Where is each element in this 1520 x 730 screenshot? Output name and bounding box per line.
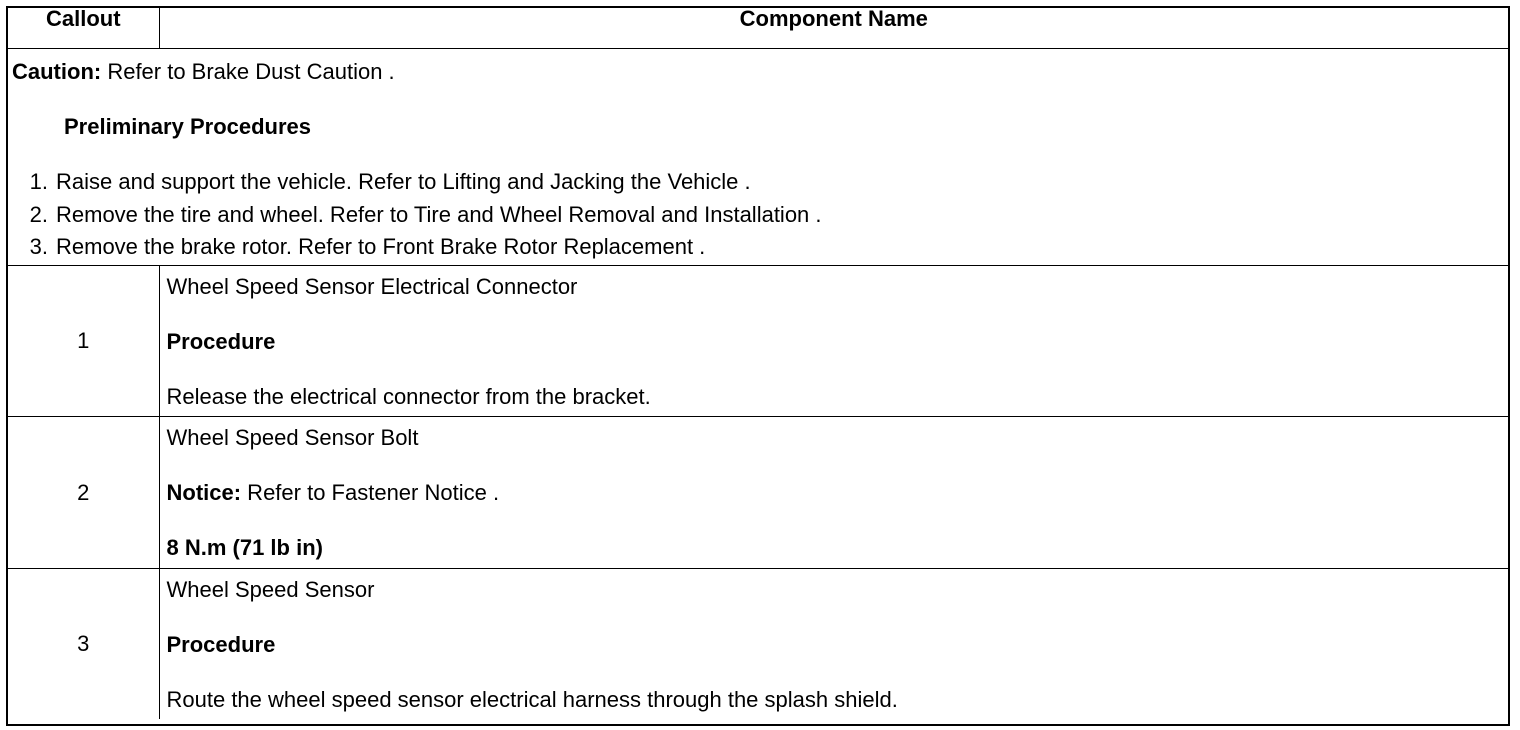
preliminary-title: Preliminary Procedures xyxy=(64,114,312,139)
procedure-text: Route the wheel speed sensor electrical harness through the splash shield. xyxy=(166,687,898,712)
header-component-name: Component Name xyxy=(159,8,1508,49)
component-name: Wheel Speed Sensor Electrical Connector xyxy=(166,274,578,299)
callout-number: 1 xyxy=(8,266,159,417)
table-header-row xyxy=(8,8,1508,49)
preliminary-cell xyxy=(8,49,1508,266)
preliminary-step xyxy=(8,236,822,269)
notice-note xyxy=(167,482,500,504)
step-number: 3. xyxy=(29,234,48,259)
component-name: Wheel Speed Sensor xyxy=(166,577,375,602)
notice-link-text[interactable]: Refer to Fastener Notice . xyxy=(241,480,500,505)
preliminary-step xyxy=(8,201,822,237)
procedure-table xyxy=(8,8,1508,719)
callout-number: 2 xyxy=(8,417,159,569)
component-name: Wheel Speed Sensor Bolt xyxy=(166,425,419,450)
procedure-heading: Procedure xyxy=(166,329,276,354)
table-row xyxy=(8,266,1508,417)
preliminary-steps xyxy=(8,171,822,269)
preliminary-step xyxy=(8,171,822,204)
table-row xyxy=(8,569,1508,720)
caution-note xyxy=(12,61,395,83)
table-row xyxy=(8,417,1508,569)
procedure-heading: Procedure xyxy=(166,632,276,657)
procedure-table-frame xyxy=(6,6,1510,726)
component-cell xyxy=(159,266,1508,417)
step-text[interactable]: Remove the brake rotor. Refer to Front Brake Rotor Replacement . xyxy=(56,234,706,259)
step-text[interactable]: Remove the tire and wheel. Refer to Tire and Wheel Removal and Installation . xyxy=(56,201,822,227)
header-callout: Callout xyxy=(8,8,159,49)
component-cell xyxy=(159,417,1508,569)
caution-label: Caution: xyxy=(12,59,102,84)
step-text[interactable]: Raise and support the vehicle. Refer to Lifting and Jacking the Vehicle . xyxy=(56,169,751,194)
step-number: 1. xyxy=(29,169,48,194)
notice-label: Notice: xyxy=(166,480,242,505)
step-number: 2. xyxy=(29,201,48,227)
preliminary-row xyxy=(8,49,1508,266)
procedure-text: Release the electrical connector from the bracket. xyxy=(166,384,651,409)
caution-link-text[interactable]: Refer to Brake Dust Caution . xyxy=(101,59,395,84)
torque-spec: 8 N.m (71 lb in) xyxy=(166,535,323,560)
component-cell xyxy=(159,569,1508,720)
callout-number: 3 xyxy=(8,569,159,720)
